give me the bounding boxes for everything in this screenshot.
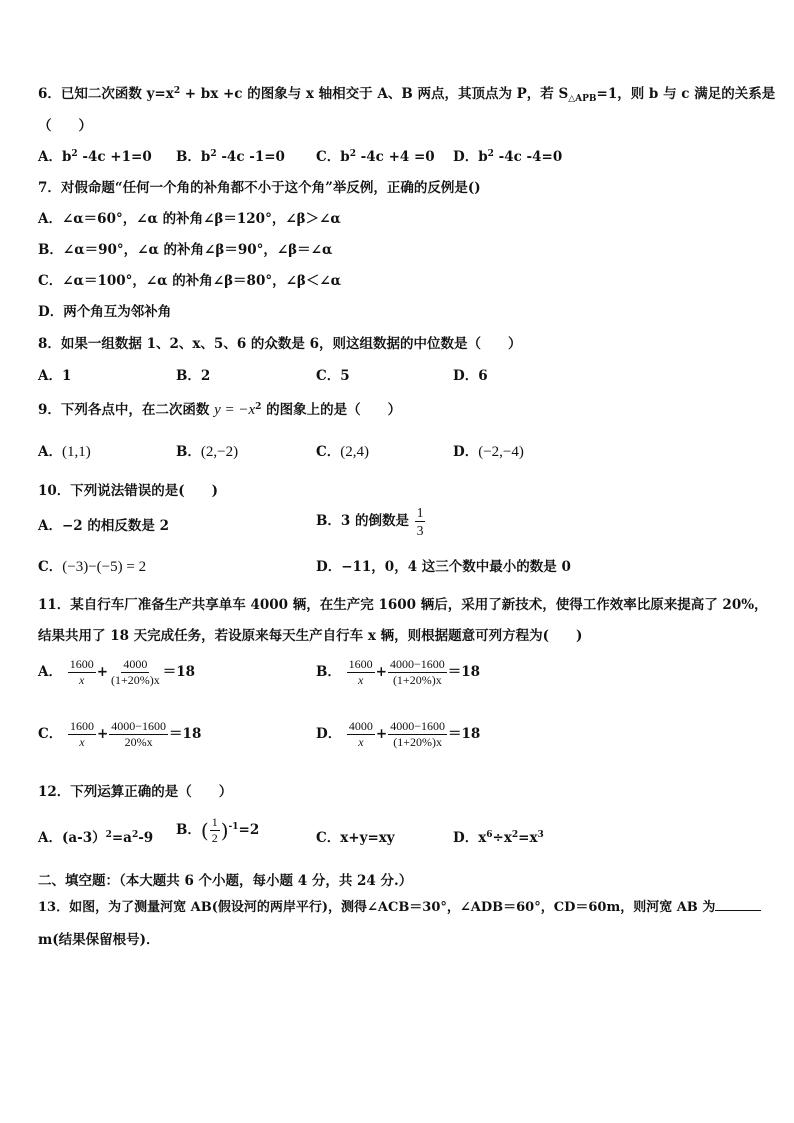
option-text: B．3 的倒数是 <box>316 513 410 529</box>
option-text: =x <box>518 830 538 846</box>
equation-rhs: ＝18 <box>447 664 481 680</box>
q7-option-b: B．∠α＝90°，∠α 的补角∠β＝90°，∠β＝∠α <box>38 242 333 258</box>
fraction-numerator: 1 <box>211 815 218 829</box>
option-text: -9 <box>138 830 154 846</box>
fraction <box>388 720 447 749</box>
q8-option-c: C．5 <box>316 368 350 384</box>
option-text: A．(a-3） <box>38 830 106 846</box>
q11-option-d: D． $\frac{4000}{x}$ + $\frac{4000-1600}{(1+20\%)x}$ ＝18 <box>316 719 481 749</box>
exponent: 2 <box>71 149 78 159</box>
equation-rhs: ＝18 <box>162 664 196 680</box>
option-label: A．b <box>38 149 72 165</box>
equation-rhs: ＝18 <box>448 726 481 742</box>
fraction-numerator: 1600 <box>69 719 94 733</box>
q10-expression: (−3)−(−5) = 2 <box>62 559 147 575</box>
fraction-numerator: 1600 <box>69 657 94 671</box>
fraction-numerator: 4000−1600 <box>111 719 167 733</box>
q9-point: (−2,−4) <box>478 444 524 460</box>
q6-text-part: =1，则 b 与 c 满足的关系是 <box>596 86 776 102</box>
option-text: =2 <box>238 822 260 838</box>
q11-option-b: B． $\frac{1600}{x}$ + $\frac{4000-1600}{(1+20\%)x}$ ＝18 <box>316 657 481 687</box>
exponent: 3 <box>537 830 544 840</box>
q9-formula: y = −x <box>214 402 256 418</box>
question-6-stem <box>38 82 775 104</box>
exponent: 2 <box>255 402 262 412</box>
q6-text-part: 6．已知二次函数 y=x <box>38 86 174 102</box>
question-10-stem: 10．下列说法错误的是( ) <box>38 483 219 499</box>
fraction-denominator: x <box>357 673 364 687</box>
fraction-numerator: 4000−1600 <box>390 719 446 733</box>
option-label: B． <box>176 822 201 838</box>
q9-option-b <box>176 440 238 461</box>
q9-point: (2,−2) <box>200 444 239 460</box>
q6-text-part: + bx +c 的图象与 x 轴相交于 A、B 两点，其顶点为 P，若 S <box>180 86 569 102</box>
q6-option-d <box>453 145 562 165</box>
fraction <box>210 816 220 845</box>
fraction-denominator: (1+20%)x <box>111 673 160 687</box>
left-paren: ( <box>200 818 209 843</box>
exponent: 2 <box>105 830 112 840</box>
q9-point: (2,4) <box>340 444 369 460</box>
subscript: △APB <box>568 94 597 104</box>
q12-option-a <box>38 826 153 846</box>
q9-option-c <box>316 440 369 461</box>
fraction-numerator: 1 <box>416 505 424 520</box>
question-8-stem: 8．如果一组数据 1、2、x、5、6 的众数是 6，则这组数据的中位数是（ ） <box>38 336 522 352</box>
exponent: 2 <box>173 86 181 96</box>
option-label: A． <box>38 444 62 460</box>
fraction-denominator: (1+20%)x <box>393 735 442 749</box>
q12-option-d <box>453 826 544 846</box>
question-13-line2: m(结果保留根号)． <box>38 932 160 948</box>
fraction <box>347 720 375 749</box>
option-text: ÷x <box>492 830 512 846</box>
fraction <box>109 720 168 749</box>
fraction-denominator: 20%x <box>124 735 153 749</box>
q9-option-a <box>38 440 91 461</box>
exponent: 6 <box>486 830 493 840</box>
q10-option-b <box>316 505 426 538</box>
q9-option-d <box>453 440 524 461</box>
exponent: 2 <box>349 149 356 159</box>
q6-option-b <box>176 145 285 165</box>
option-label: C． <box>38 559 63 575</box>
q6-option-c <box>316 145 435 165</box>
option-label: D． <box>453 444 479 460</box>
option-label: B． <box>176 444 201 460</box>
equation-rhs: ＝18 <box>169 726 202 742</box>
fraction-numerator: 4000 <box>123 657 148 671</box>
option-label: C． <box>316 444 341 460</box>
fraction-denominator: x <box>358 735 364 749</box>
option-label: D． <box>316 726 342 742</box>
exponent: 2 <box>131 830 139 840</box>
q7-option-c: C．∠α＝100°，∠α 的补角∠β＝80°，∠β＜∠α <box>38 273 342 289</box>
option-text: -4c -1=0 <box>216 149 285 165</box>
q8-option-a: A．1 <box>38 368 72 384</box>
q10-option-d: D．−11，0，4 这三个数中最小的数是 0 <box>316 559 571 575</box>
q12-option-b <box>176 816 259 845</box>
q12-option-c: C．x+y=xy <box>316 830 395 846</box>
exponent: 2 <box>210 149 217 159</box>
q11-option-a: A． $\frac{1600}{x}$ + $\frac{4000}{(1+20\%)x}$ ＝18 <box>38 657 196 687</box>
fraction <box>68 658 96 687</box>
right-paren: ) <box>220 818 229 843</box>
fraction <box>347 658 375 687</box>
question-9-stem <box>38 398 401 419</box>
fraction-denominator: 2 <box>211 831 218 845</box>
fraction-denominator: 3 <box>416 523 424 538</box>
exponent: 2 <box>487 149 494 159</box>
q9-text-part: 的图象上的是（ ） <box>261 402 402 418</box>
q7-option-a: A．∠α＝60°，∠α 的补角∠β＝120°，∠β＞∠α <box>38 211 341 227</box>
option-label: B． <box>316 664 341 680</box>
option-text: -4c +4 =0 <box>355 149 435 165</box>
option-label: B．b <box>176 149 211 165</box>
q7-option-d: D．两个角互为邻补角 <box>38 304 172 320</box>
exponent: -1 <box>228 822 239 832</box>
option-text: D．x <box>453 830 487 846</box>
option-text: -4c +1=0 <box>77 149 152 165</box>
section-heading-fill-in: 二、填空题：（本大题共 6 个小题，每小题 4 分，共 24 分.） <box>38 873 413 889</box>
question-11-line1: 11．某自行车厂准备生产共享单车 4000 辆，在生产完 1600 辆后，采用了新技术，使得工作效率比原来提高了 20%， <box>38 597 768 613</box>
question-7-stem: 7．对假命题“任何一个角的补角都不小于这个角”举反例，正确的反例是() <box>38 180 481 196</box>
question-6-bracket: （ ） <box>38 118 92 134</box>
option-label: C．b <box>316 149 350 165</box>
q10-option-a: A．−2 的相反数是 2 <box>38 518 169 534</box>
option-label: A． <box>38 664 62 680</box>
fraction-numerator: 4000−1600 <box>389 657 445 671</box>
fraction <box>109 658 162 687</box>
fraction-numerator: 4000 <box>348 719 373 733</box>
fraction <box>388 658 447 687</box>
q13-text: 13．如图，为了测量河宽 AB(假设河的两岸平行)，测得∠ACB＝30°，∠ADB＝60°，CD＝60m，则河宽 AB 为 <box>38 900 716 915</box>
option-label: C． <box>38 726 63 742</box>
q9-text-part: 9．下列各点中，在二次函数 <box>38 402 215 418</box>
fraction-denominator: (1+20%)x <box>392 673 442 687</box>
question-12-stem: 12．下列运算正确的是（ ） <box>38 784 233 800</box>
exponent: 2 <box>511 830 519 840</box>
option-text: -4c -4=0 <box>493 149 563 165</box>
fraction <box>68 720 96 749</box>
option-label: D．b <box>453 149 488 165</box>
q10-option-c <box>38 555 146 576</box>
fraction-numerator: 1600 <box>348 657 373 671</box>
q9-point: (1,1) <box>61 444 91 460</box>
q8-option-d: D．6 <box>453 368 488 384</box>
fraction <box>415 505 426 538</box>
question-13-line1 <box>38 896 761 915</box>
q6-option-a <box>38 145 152 165</box>
question-11-line2: 结果共用了 18 天完成任务，若设原来每天生产自行车 x 辆，则根据题意可列方程为( ) <box>38 628 583 644</box>
q11-option-c: C． $\frac{1600}{x}$ + $\frac{4000-1600}{20\%x}$ ＝18 <box>38 719 202 749</box>
fraction-denominator: x <box>79 735 85 749</box>
fraction-denominator: x <box>79 673 85 687</box>
option-text: =a <box>111 830 132 846</box>
answer-blank[interactable] <box>715 898 761 911</box>
q8-option-b: B．2 <box>176 368 211 384</box>
